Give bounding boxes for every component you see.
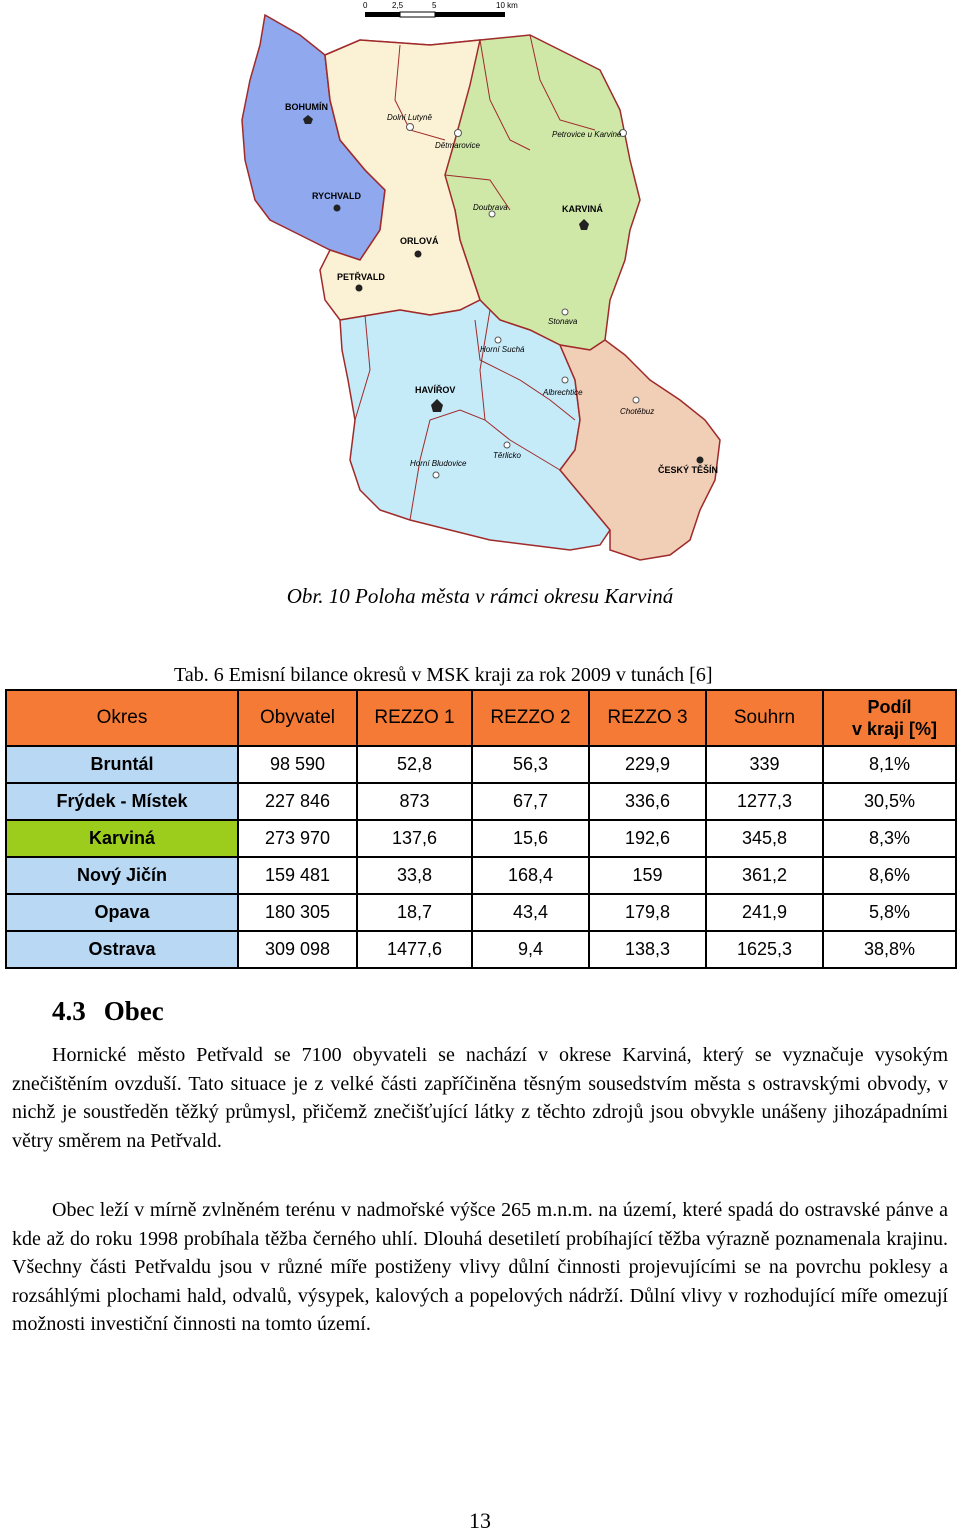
cell-rezzo1: 52,8 [357, 746, 472, 783]
scale-label-2-5: 2,5 [392, 1, 404, 10]
label-havirov: HAVÍŘOV [415, 385, 456, 395]
map-scale-bar [363, 1, 518, 17]
cell-okres: Ostrava [6, 931, 238, 968]
scale-label-5: 5 [432, 1, 437, 10]
cell-rezzo2: 43,4 [472, 894, 589, 931]
district-map [230, 0, 730, 578]
section-heading [52, 996, 164, 1027]
cell-obyvatel: 273 970 [238, 820, 357, 857]
cell-rezzo3: 336,6 [589, 783, 706, 820]
cell-rezzo2: 9,4 [472, 931, 589, 968]
cell-obyvatel: 309 098 [238, 931, 357, 968]
cell-rezzo1: 33,8 [357, 857, 472, 894]
cell-souhrn: 1625,3 [706, 931, 823, 968]
table-row [6, 857, 956, 894]
cell-okres: Opava [6, 894, 238, 931]
col-header-podil [823, 690, 956, 746]
col-header-rezzo1: REZZO 1 [357, 690, 472, 746]
cell-souhrn: 339 [706, 746, 823, 783]
section-number: 4.3 [52, 996, 86, 1026]
col-header-rezzo3: REZZO 3 [589, 690, 706, 746]
cell-rezzo3: 138,3 [589, 931, 706, 968]
label-cesky-tesin: ČESKÝ TĚŠÍN [658, 465, 719, 475]
table-header-row [6, 690, 956, 746]
label-bohumin: BOHUMÍN [285, 102, 328, 112]
cell-rezzo3: 159 [589, 857, 706, 894]
table-row [6, 931, 956, 968]
cell-souhrn: 345,8 [706, 820, 823, 857]
cell-souhrn: 241,9 [706, 894, 823, 931]
cell-obyvatel: 227 846 [238, 783, 357, 820]
table-row [6, 746, 956, 783]
cell-rezzo3: 179,8 [589, 894, 706, 931]
label-detmarovice: Dětmarovice [435, 141, 480, 150]
label-doubrava: Doubrava [473, 203, 508, 212]
cell-okres: Karviná [6, 820, 238, 857]
cell-podil: 38,8% [823, 931, 956, 968]
label-orlova: ORLOVÁ [400, 236, 439, 246]
label-karvina: KARVINÁ [562, 204, 603, 214]
label-dolni-lutyne: Dolní Lutyně [387, 113, 432, 122]
cell-souhrn: 1277,3 [706, 783, 823, 820]
table-row [6, 783, 956, 820]
emission-table [5, 689, 957, 969]
cell-rezzo2: 15,6 [472, 820, 589, 857]
label-petrvald: PETŘVALD [337, 272, 385, 282]
paragraph: Obec leží v mírně zvlněném terénu v nadmořské výšce 265 m.n.m. na území, které spadá do ostravské pánve a kde až do roku 1998 probíhala těžba černého uhlí. Dlouhá desetiletí probíhající těžba výrazně poznamenala krajinu. Všechny části Petřvaldu jsou v různé míře postiženy vlivy důlní činnosti projevujícími se na povrchu poklesy a rozsáhlými plochami hald, odvalů, výsypek, kalových a popelových nádrží. Důlní vlivy v rozhodující míře omezují možnosti investiční činnosti na tomto území. [12, 1199, 948, 1336]
cell-rezzo1: 873 [357, 783, 472, 820]
cell-rezzo3: 229,9 [589, 746, 706, 783]
podil-line2: v kraji [%] [851, 719, 937, 739]
label-albrechtice: Albrechtice [543, 388, 583, 397]
podil-line1: Podíl [867, 697, 912, 717]
cell-souhrn: 361,2 [706, 857, 823, 894]
cell-rezzo2: 168,4 [472, 857, 589, 894]
cell-rezzo1: 18,7 [357, 894, 472, 931]
table-row [6, 894, 956, 931]
section-title: Obec [103, 996, 164, 1026]
cell-obyvatel: 159 481 [238, 857, 357, 894]
cell-okres: Nový Jičín [6, 857, 238, 894]
col-header-obyvatel: Obyvatel [238, 690, 357, 746]
cell-obyvatel: 180 305 [238, 894, 357, 931]
label-rychvald: RYCHVALD [312, 191, 361, 201]
page-number: 13 [469, 1508, 491, 1533]
cell-obyvatel: 98 590 [238, 746, 357, 783]
figure-caption: Obr. 10 Poloha města v rámci okresu Karviná [286, 584, 674, 608]
cell-rezzo1: 1477,6 [357, 931, 472, 968]
cell-rezzo3: 192,6 [589, 820, 706, 857]
cell-podil: 8,6% [823, 857, 956, 894]
label-stonava: Stonava [548, 317, 578, 326]
scale-label-0: 0 [363, 1, 368, 10]
cell-podil: 8,1% [823, 746, 956, 783]
cell-rezzo2: 56,3 [472, 746, 589, 783]
col-header-rezzo2: REZZO 2 [472, 690, 589, 746]
table-row [6, 820, 956, 857]
col-header-okres: Okres [6, 690, 238, 746]
label-petrovice: Petrovice u Karviné [552, 130, 622, 139]
cell-podil: 30,5% [823, 783, 956, 820]
paragraph: Hornické město Petřvald se 7100 obyvateli se nachází v okrese Karviná, který se vyznačuje vysokým znečištěním ovzduší. Tato situace je z velké části zapříčiněna těsným sousedstvím města s ostravskými obvody, v nichž je soustředěn těžký průmysl, přičemž znečišťující látky z těchto zdrojů jsou obvykle unášeny jihozápadními větry směrem na Petřvald. [12, 1044, 948, 1152]
col-header-souhrn: Souhrn [706, 690, 823, 746]
cell-podil: 5,8% [823, 894, 956, 931]
cell-rezzo1: 137,6 [357, 820, 472, 857]
label-horni-sucha: Horní Suchá [480, 345, 525, 354]
cell-rezzo2: 67,7 [472, 783, 589, 820]
label-terlicko: Těrlicko [493, 451, 522, 460]
table-title: Tab. 6 Emisní bilance okresů v MSK kraji za rok 2009 v tunách [6] [174, 664, 713, 686]
cell-okres: Bruntál [6, 746, 238, 783]
label-horni-bludovice: Horní Bludovice [410, 459, 467, 468]
scale-label-10km: 10 km [496, 1, 518, 10]
cell-podil: 8,3% [823, 820, 956, 857]
label-chotebuz: Chotěbuz [620, 407, 655, 416]
cell-okres: Frýdek - Místek [6, 783, 238, 820]
